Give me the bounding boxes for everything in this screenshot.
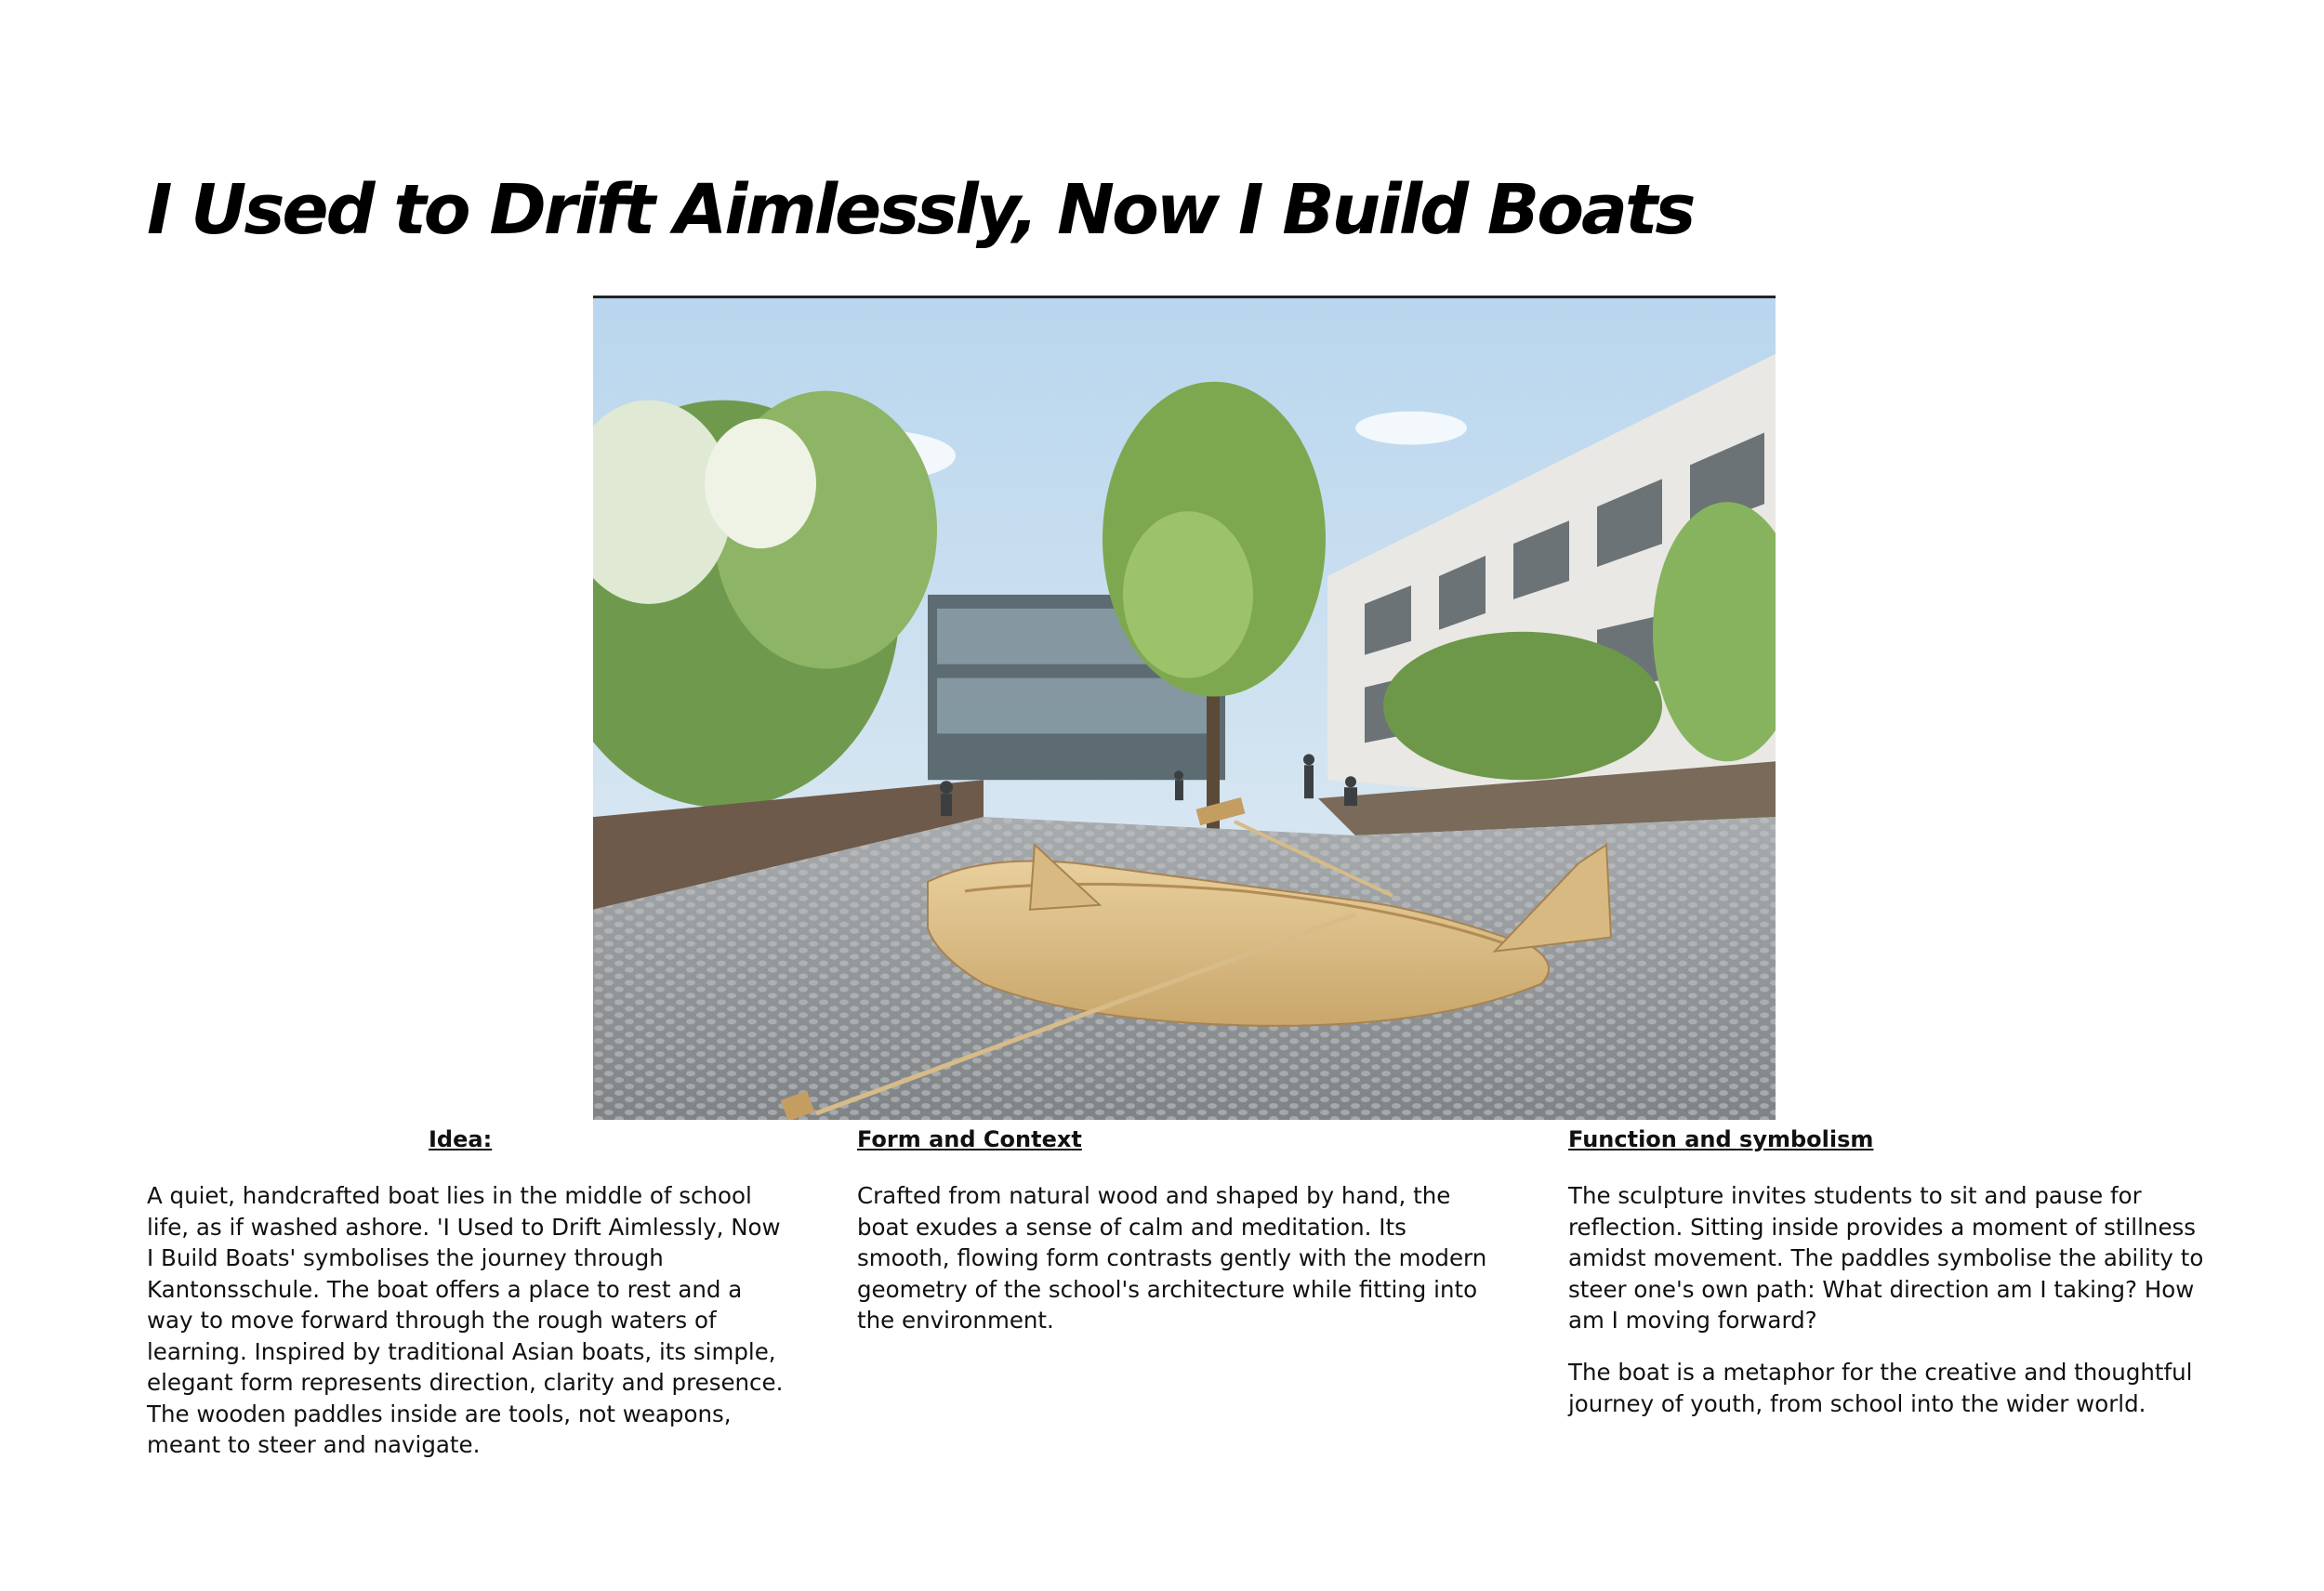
text-line: smooth, flowing form contrasts gently with the modern (857, 1244, 1487, 1271)
text-line: The sculpture invites students to sit and pause for (1568, 1182, 2142, 1209)
text-line: Crafted from natural wood and shaped by hand, the (857, 1182, 1451, 1209)
text-line: reflection. Sitting inside provides a moment of stillness (1568, 1213, 2197, 1241)
text-line: meant to steer and navigate. (147, 1431, 481, 1458)
form-context-heading: Form and Context (857, 1126, 1082, 1152)
text-line: steer one's own path: What direction am I taking? How (1568, 1275, 2195, 1303)
text-line: boat exudes a sense of calm and meditation. Its (857, 1213, 1406, 1241)
text-line: I Build Boats' symbolises the journey through (147, 1244, 664, 1271)
text-line: way to move forward through the rough waters of (147, 1307, 717, 1334)
text-line: Kantonsschule. The boat offers a place to rest and a (147, 1275, 743, 1303)
text-line: amidst movement. The paddles symbolise the ability to (1568, 1244, 2204, 1271)
text-line: life, as if washed ashore. 'I Used to Drift Aimlessly, Now (147, 1213, 781, 1241)
idea-heading: Idea: (429, 1126, 493, 1152)
form-context-text (857, 1180, 1526, 1336)
courtyard-rendering-image (593, 296, 1776, 1120)
text-line: the environment. (857, 1307, 1054, 1334)
text-line: journey of youth, from school into the wider world. (1568, 1389, 2146, 1417)
text-line: elegant form represents direction, clarity and presence. (147, 1369, 784, 1396)
text-line: am I moving forward? (1568, 1307, 1817, 1334)
text-line: geometry of the school's architecture while fitting into (857, 1275, 1478, 1303)
text-line: The wooden paddles inside are tools, not weapons, (147, 1400, 732, 1427)
text-line: A quiet, handcrafted boat lies in the middle of school (147, 1182, 752, 1209)
function-symbolism-heading: Function and symbolism (1568, 1126, 1874, 1152)
idea-text (147, 1180, 816, 1461)
function-symbolism-text-2 (1568, 1357, 2238, 1419)
text-line: learning. Inspired by traditional Asian boats, its simple, (147, 1337, 776, 1365)
text-line: The boat is a metaphor for the creative and thoughtful (1568, 1359, 2193, 1386)
function-symbolism-text (1568, 1180, 2238, 1336)
page-title: I Used to Drift Aimlessly, Now I Build Boats (147, 170, 1694, 250)
